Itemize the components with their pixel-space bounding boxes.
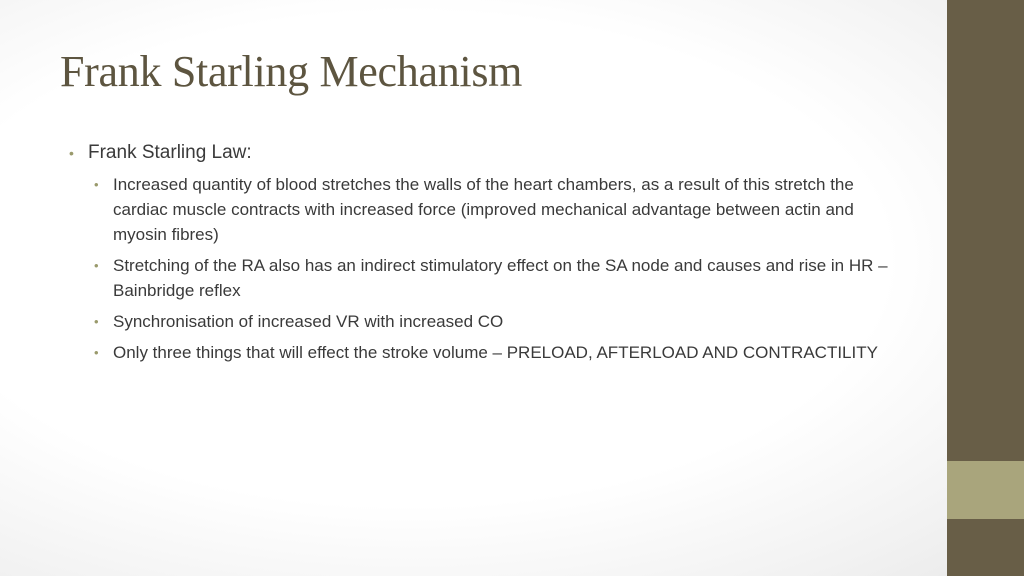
sub-bullet-text: Increased quantity of blood stretches the walls of the heart chambers, as a result of this stretch the cardiac muscle contracts with increased force (improved mechanical advantage between actin and myosin fibres)	[113, 175, 854, 244]
sub-bullet-item	[91, 309, 906, 334]
bullet-marker-icon: •	[94, 314, 99, 329]
bullet-item	[66, 140, 906, 166]
bullet-marker-icon: •	[69, 145, 74, 161]
sub-bullet-item	[91, 172, 906, 247]
bullet-marker-icon: •	[94, 258, 99, 273]
sidebar-accent-block	[947, 461, 1024, 519]
bullet-text: Frank Starling Law:	[88, 142, 252, 163]
sub-bullet-text: Stretching of the RA also has an indirect stimulatory effect on the SA node and causes and rise in HR –Bainbridge reflex	[113, 256, 888, 300]
bullet-list	[66, 140, 906, 371]
sub-bullet-item	[91, 340, 906, 365]
bullet-marker-icon: •	[94, 345, 99, 360]
sub-bullet-item	[91, 253, 906, 303]
bullet-marker-icon: •	[94, 177, 99, 192]
sub-bullet-text: Only three things that will effect the stroke volume – PRELOAD, AFTERLOAD AND CONTRACTILITY	[113, 343, 878, 362]
sub-bullet-text: Synchronisation of increased VR with increased CO	[113, 312, 504, 331]
slide-title: Frank Starling Mechanism	[60, 47, 523, 96]
